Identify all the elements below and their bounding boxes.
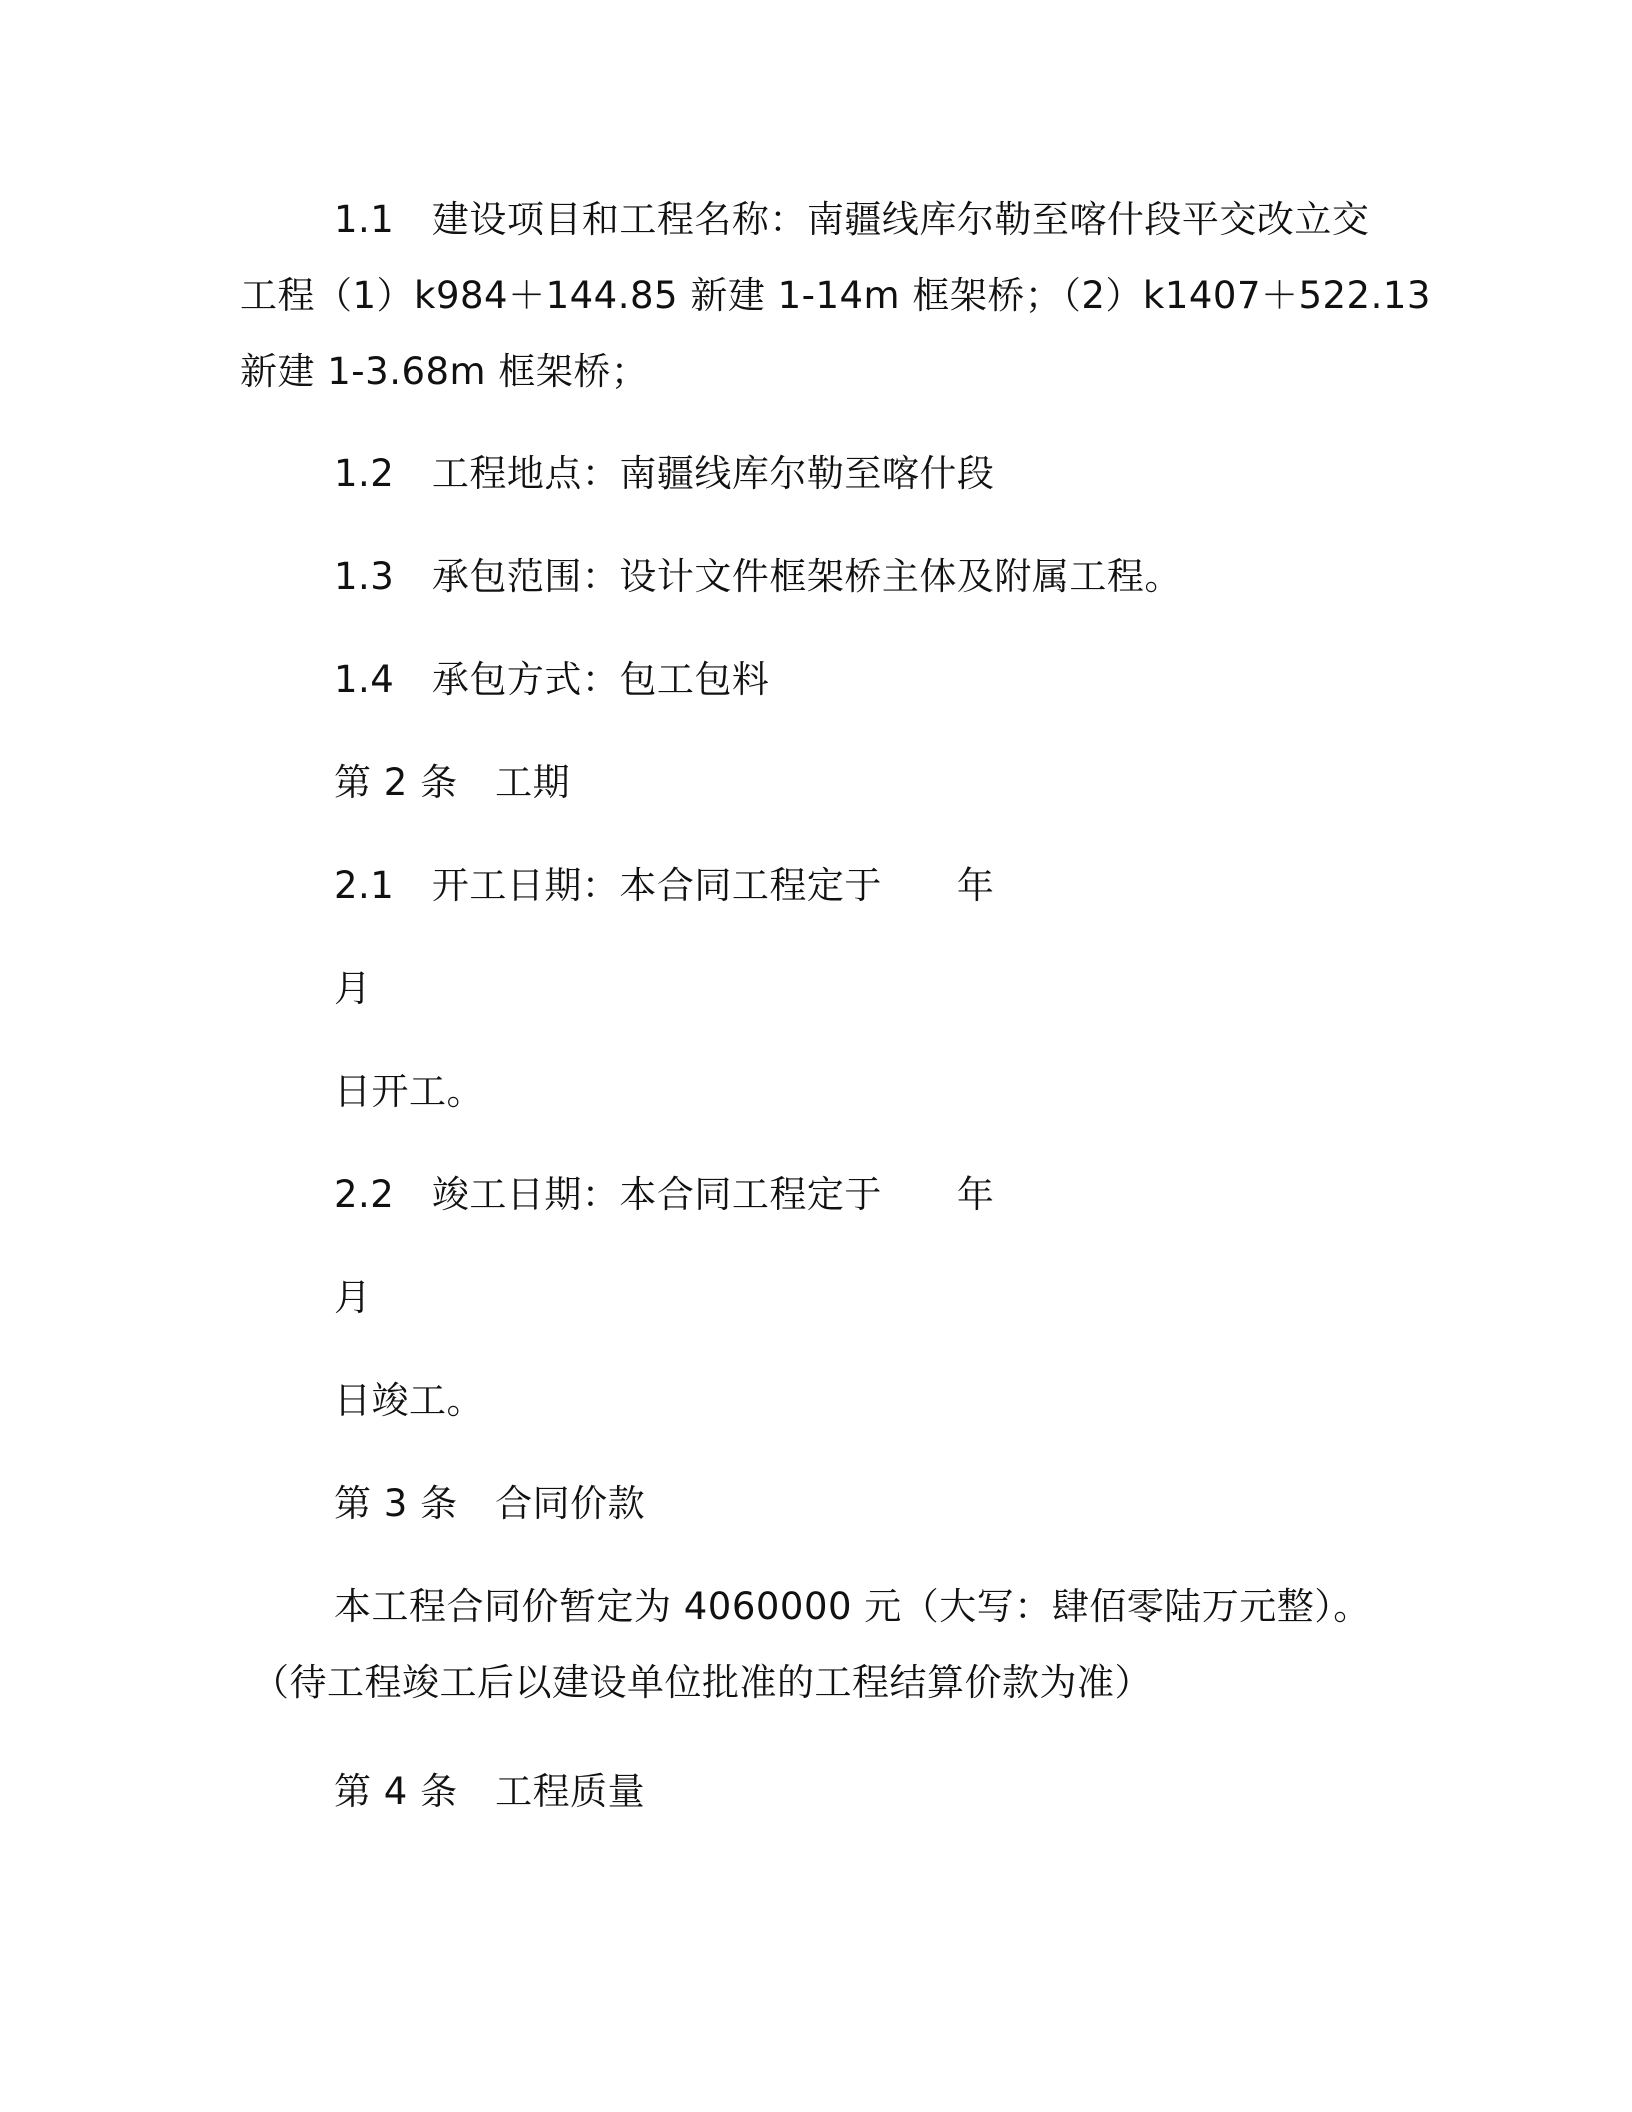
- contract-price-line-1: 本工程合同价暂定为 4060000 元（大写：肆佰零陆万元整）。: [334, 1585, 1371, 1628]
- clause-1-1-line-2: 工程（1）k984＋144.85 新建 1-14m 框架桥；（2）k1407＋522.13: [240, 274, 1431, 317]
- article-3-heading: 第 3 条 合同价款: [334, 1482, 646, 1525]
- contract-price-line-2: （待工程竣工后以建设单位批准的工程结算价款为准）: [252, 1661, 1152, 1704]
- article-2-heading: 第 2 条 工期: [334, 761, 571, 804]
- clause-1-4: 1.4 承包方式：包工包料: [334, 658, 770, 701]
- clause-2-1-month: 月: [334, 967, 372, 1010]
- clause-2-1: 2.1 开工日期：本合同工程定于 年: [334, 864, 995, 907]
- clause-2-2: 2.2 竣工日期：本合同工程定于 年: [334, 1173, 995, 1216]
- clause-1-2: 1.2 工程地点：南疆线库尔勒至喀什段: [334, 452, 995, 495]
- article-4-heading: 第 4 条 工程质量: [334, 1770, 646, 1813]
- clause-1-1-line-1: 1.1 建设项目和工程名称：南疆线库尔勒至喀什段平交改立交: [334, 198, 1370, 241]
- clause-1-1-line-3: 新建 1-3.68m 框架桥；: [240, 350, 649, 393]
- clause-2-2-day: 日竣工。: [334, 1379, 484, 1422]
- clause-2-2-month: 月: [334, 1276, 372, 1319]
- clause-2-1-day: 日开工。: [334, 1070, 484, 1113]
- clause-1-3: 1.3 承包范围：设计文件框架桥主体及附属工程。: [334, 555, 1182, 598]
